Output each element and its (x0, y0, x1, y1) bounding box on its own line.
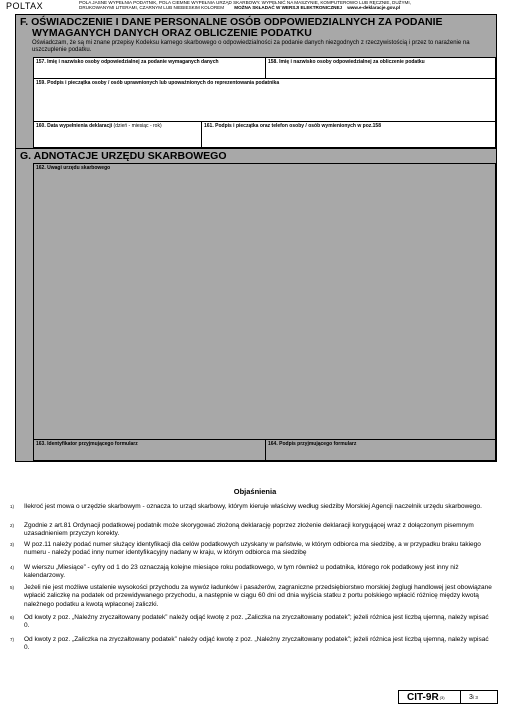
explanation-number: 2) (10, 523, 15, 528)
section-g-title: G. ADNOTACJE URZĘDU SKARBOWEGO (20, 150, 227, 162)
section-f-title-line-2: WYMAGANYCH DANYCH ORAZ OBLICZENIE PODATKU (32, 27, 312, 39)
section-f-title (20, 17, 443, 39)
explanation-text: Od kwoty z poz. „Zaliczka na zryczałtowany podatek” należy odjąć kwotę z poz. „Należny zryczałtowany podatek”; jeżeli różnica jest liczbą ujemną, należy wpisać 0. (24, 636, 489, 652)
brand-label: POLTAX (6, 1, 44, 11)
form-version: (3) (439, 694, 445, 700)
section-f-title-line-1: F. OŚWIADCZENIE I DANE PERSONALNE OSÓB ODPOWIEDZIALNYCH ZA PODANIE (20, 16, 443, 28)
field-160-label (36, 123, 162, 129)
explanation-number: 4) (10, 565, 15, 570)
instructions-line-2 (79, 5, 504, 10)
explanation-item (10, 503, 492, 511)
explanation-item (10, 584, 492, 609)
page-current: 3 (469, 693, 473, 701)
explanation-text: W wierszu „Miesiące” - cyfry od 1 do 23 oznaczają kolejne miesiące roku podatkowego, w tym również u podatnika, którego rok podatkowy jest inny niż kalendarzowy. (24, 564, 459, 580)
explanation-item (10, 541, 492, 558)
explanation-text: Jeżeli nie jest możliwe ustalenie wysokości przychodu za wywóz ładunków i pasażerów, zagraniczne przedsiębiorstwo morskiej żeglugi handlowej jest obowiązane wpłacić zaliczkę na podatek od przewidywanego przychodu, a następnie w ciągu 60 dni od dnia wyjścia statku z portu polskiego wpłacić różnicę między kwotą należnego podatku a kwotą wpłaconej zaliczki. (24, 584, 492, 608)
form-code (399, 691, 461, 703)
field-161[interactable] (201, 121, 496, 148)
explanation-item (10, 636, 492, 653)
explanation-number: 7) (10, 637, 15, 642)
explanation-number: 1) (10, 504, 15, 509)
form-instructions (79, 0, 504, 10)
explanation-number: 6) (10, 615, 15, 620)
explanation-text: W poz.11 należy podać numer służący identyfikacji dla celów podatkowych uzyskany w państwie, w którym odbiorca ma siedzibę, a w przypadku braku takiego numeru - należy podać inny numer identyfikacyjny nadany w kraju, w którym odbiorca ma siedzibę (24, 541, 481, 557)
instructions-line-1: POLA JASNE WYPEŁNIA PODATNIK, POLA CIEMNE WYPEŁNIA URZĄD SKARBOWY. WYPEŁNIĆ NA MASZYNIE, KOMPUTEROWO LUB RĘCZNIE, DUŻYMI, (79, 0, 411, 5)
explanation-number: 5) (10, 585, 15, 590)
field-163-label: 163. Identyfikator przyjmującego formularz (36, 441, 138, 447)
field-158-label: 158. Imię i nazwisko osoby odpowiedzialnej za obliczenie podatku (268, 59, 425, 65)
field-159-label: 159. Podpis i pieczątka osoby / osób uprawnionych lub upoważnionych do reprezentowania podatnika (36, 80, 280, 86)
explanation-text: Zgodnie z art.81 Ordynacji podatkowej podatnik może skorygować złożoną deklarację poprzez złożenie deklaracji korygującej wraz z dołączonym pisemnym uzasadnieniem przyczyn korekty. (24, 522, 474, 538)
field-160[interactable] (33, 121, 202, 148)
explanation-item (10, 564, 492, 581)
section-f (15, 14, 497, 149)
electronic-note: MOŻNA SKŁADAĆ W WERSJI ELEKTRONICZNEJ (234, 5, 343, 11)
field-161-label: 161. Podpis i pieczątka oraz telefon osoby / osób wymienionych w poz.158 (204, 123, 381, 129)
explanation-text: Od kwoty z poz. „Należny zryczałtowany podatek” należy odjąć kwotę z poz. „Zaliczka na zryczałtowany podatek”; jeżeli różnica jest liczbą ujemną, należy wpisać 0. (24, 614, 489, 630)
field-164 (265, 439, 496, 461)
section-f-statement: Oświadczam, że są mi znane przepisy Kodeksu karnego skarbowego o odpowiedzialności za podanie danych niezgodnych z rzeczywistością i przez to narażenie na uszczuplenie podatku. (32, 40, 470, 53)
field-160-label-text: 160. Data wypełnienia deklaracji (36, 123, 113, 129)
page-total: / 3 (472, 694, 478, 700)
instructions-line-2-text: DRUKOWANYMI LITERAMI, CZARNYM LUB NIEBIESKIM KOLOREM (79, 5, 225, 11)
field-159[interactable] (33, 78, 496, 122)
explanation-text: Ilekroć jest mowa o urzędzie skarbowym - oznacza to urząd skarbowy, którym kieruje właściwy według siedziby Morskiej Agencji naczelnik urzędu skarbowego. (24, 503, 482, 510)
page-number (461, 694, 478, 701)
field-162 (33, 163, 496, 440)
explanation-item (10, 522, 492, 539)
field-157-label: 157. Imię i nazwisko osoby odpowiedzialnej za podanie wymaganych danych (36, 59, 219, 65)
field-162-label: 162. Uwagi urzędu skarbowego (36, 165, 111, 171)
explanation-number: 3) (10, 542, 15, 547)
section-g (15, 148, 497, 462)
form-code-text: CIT-9R (407, 691, 439, 703)
field-163 (33, 439, 266, 461)
site-url: www.e-deklaracje.gov.pl (347, 5, 401, 11)
explanation-item (10, 614, 492, 631)
field-160-hint: (dzień - miesiąc - rok) (112, 123, 162, 129)
field-164-label: 164. Podpis przyjmującego formularz (268, 441, 357, 447)
form-footer (398, 690, 498, 704)
explanations-title: Objaśnienia (233, 487, 277, 496)
